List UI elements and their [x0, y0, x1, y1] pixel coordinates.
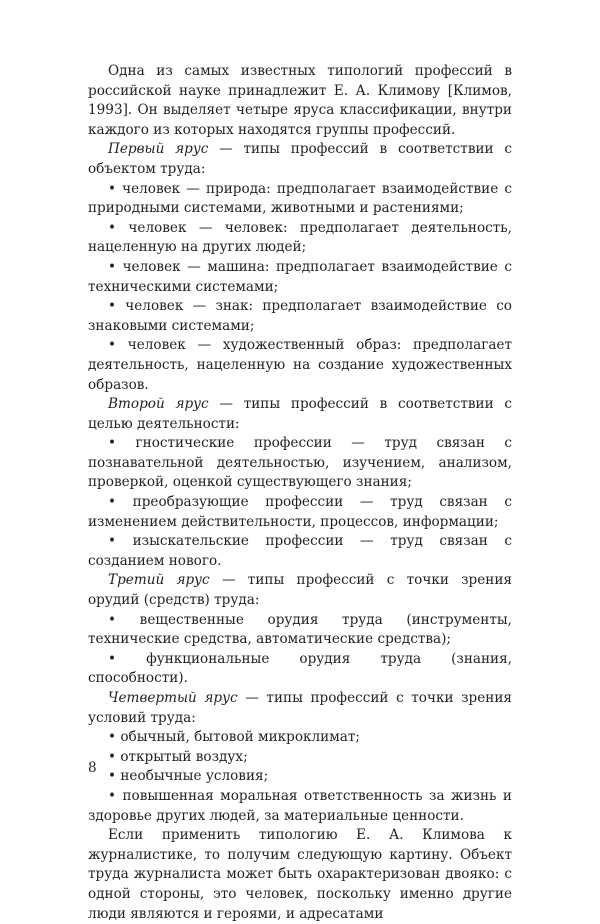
paragraph-text: • человек — машина: предполагает взаимодействие с техническими системами;	[88, 258, 512, 295]
paragraph-text: — типы профессий с точки зрения условий труда:	[88, 690, 512, 726]
paragraph	[88, 787, 512, 826]
paragraph-text: — типы профессий с точки зрения орудий (средств) труда:	[88, 572, 512, 609]
paragraph	[88, 493, 512, 532]
tier-paragraph	[88, 395, 512, 434]
paragraph-text: Одна из самых известных типологий профессий в российской науке принадлежит Е. А. Климову [Климов, 1993]. Он выделяет четыре яруса классификации, внутри каждого из которых находятся группы профессий.	[88, 63, 512, 138]
paragraph-text: • человек — художественный образ: предполагает деятельность, нацеленную на создание художественных образов.	[88, 337, 512, 393]
tier-label: Четвертый ярус	[108, 690, 238, 706]
paragraph	[88, 728, 512, 748]
tier-paragraph	[88, 140, 512, 179]
paragraph-text: • открытый воздух;	[108, 748, 248, 765]
tier-label: Второй ярус	[108, 396, 209, 413]
paragraph-text: • функциональные орудия труда (знания, способности).	[88, 650, 512, 687]
paragraph	[88, 611, 512, 650]
paragraph-text: • обычный, бытовой микроклимат;	[108, 729, 361, 746]
paragraph-text: • человек — природа: предполагает взаимодействие с природными системами, животными и растениями;	[88, 180, 512, 217]
paragraph	[88, 532, 512, 571]
paragraph	[88, 748, 512, 768]
paragraph	[88, 180, 512, 219]
paragraph-text: • человек — знак: предполагает взаимодействие со знаковыми системами;	[88, 298, 512, 334]
paragraph-text: • человек — человек: предполагает деятельность, нацеленную на других людей;	[88, 219, 512, 256]
paragraph	[88, 650, 512, 689]
tier-paragraph	[88, 571, 512, 610]
paragraph	[88, 258, 512, 297]
paragraph	[88, 62, 512, 140]
tier-label: Первый ярус	[108, 141, 209, 158]
paragraph-text: • повышенная моральная ответственность за жизнь и здоровье других людей, за материальные ценности.	[88, 787, 512, 824]
paragraph	[88, 336, 512, 395]
paragraph-text: — типы профессий в соответствии с целью деятельности:	[88, 396, 512, 432]
paragraph	[88, 297, 512, 336]
paragraph	[88, 767, 512, 787]
paragraph-text: • гностические профессии — труд связан с познавательной деятельностью, изучением, анализом, проверкой, оценкой существующего знания;	[88, 435, 512, 491]
paragraph	[88, 826, 512, 924]
paragraph-text: • преобразующие профессии — труд связан с изменением действительности, процессов, информации;	[88, 494, 512, 530]
page-number: 8	[88, 760, 97, 776]
tier-paragraph	[88, 689, 512, 728]
paragraph-text: • вещественные орудия труда (инструменты, технические средства, автоматические средства);	[88, 611, 512, 648]
paragraph	[88, 434, 512, 493]
paragraph-text: Если применить типологию Е. А. Климова к журналистике, то получим следующую картину. Объект труда журналиста может быть охарактеризован двояко: с одной стороны, это человек, поскольку именно другие люди являются и героями, и адресатами	[88, 827, 512, 922]
body-text	[88, 62, 512, 924]
paragraph-text: — типы профессий в соответствии с объектом труда:	[88, 141, 512, 177]
tier-label: Третий ярус	[108, 572, 210, 589]
paragraph-text: • изыскательские профессии — труд связан с созданием нового.	[88, 533, 512, 569]
paragraph	[88, 219, 512, 258]
paragraph-text: • необычные условия;	[108, 768, 269, 785]
